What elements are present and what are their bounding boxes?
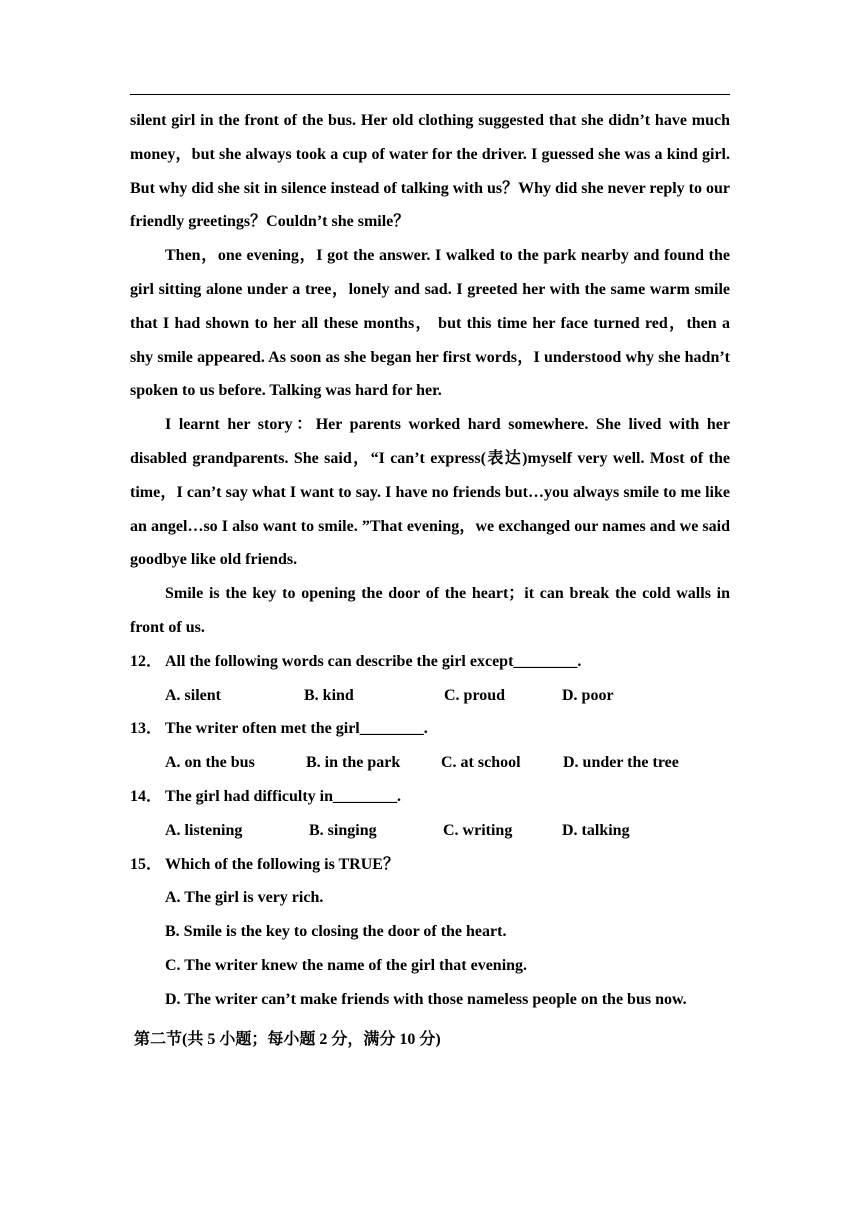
question-13 [130, 712, 730, 746]
option-b[interactable]: B. singing [309, 821, 377, 839]
question-number: 14． [130, 787, 163, 805]
option-a[interactable]: A. listening [165, 821, 243, 839]
option-b[interactable]: B. in the park [306, 754, 401, 772]
option-c[interactable]: C. proud [444, 686, 506, 704]
passage-paragraph-4: Smile is the key to opening the door of the heart；it can break the cold walls in front of us. [130, 585, 730, 636]
options-13 [130, 746, 730, 780]
option-a[interactable]: A. silent [165, 686, 221, 704]
question-number: 15． [130, 855, 163, 873]
option-b[interactable]: B. kind [304, 686, 354, 704]
passage-paragraph-1: silent girl in the front of the bus. Her old clothing suggested that she didn’t have much money，but she always took a cup of water for the driver. I guessed she was a kind girl. But why did she sit in silence instead of talking with us？Why did she never reply to our friendly greetings？Couldn’t she smile？ [130, 112, 731, 231]
question-number: 13． [130, 720, 163, 738]
question-14 [130, 780, 730, 814]
question-stem: The writer often met the girl________. [165, 720, 428, 738]
question-15 [130, 848, 730, 882]
options-14 [130, 814, 730, 848]
option-d[interactable]: D. poor [562, 686, 614, 704]
option-c[interactable]: C. The writer knew the name of the girl that evening. [165, 956, 528, 974]
option-d[interactable]: D. The writer can’t make friends with those nameless people on the bus now. [165, 990, 687, 1008]
header-rule [130, 94, 730, 95]
question-stem: The girl had difficulty in________. [165, 787, 402, 805]
option-a[interactable]: A. on the bus [165, 754, 255, 772]
question-12 [130, 645, 730, 679]
question-number: 12． [130, 652, 163, 670]
options-12 [130, 679, 730, 713]
question-stem: All the following words can describe the girl except________. [165, 652, 582, 670]
option-c[interactable]: C. at school [441, 754, 521, 772]
passage-paragraph-3: I learnt her story：Her parents worked hard somewhere. She lived with her disabled grandparents. She said，“I can’t express(表达)myself very well. Most of the time，I can’t say what I want to say. I have no friends but…you always smile to me like an angel…so I also want to smile. ”That evening，we exchanged our names and we said goodbye like old friends. [130, 416, 731, 569]
option-d[interactable]: D. talking [562, 821, 630, 839]
option-b[interactable]: B. Smile is the key to closing the door of the heart. [165, 923, 507, 941]
question-stem: Which of the following is TRUE？ [165, 855, 399, 873]
section-heading: 第二节(共 5 小题；每小题 2 分，满分 10 分) [134, 1030, 441, 1048]
document-content [130, 104, 730, 1056]
option-d[interactable]: D. under the tree [563, 754, 679, 772]
option-c[interactable]: C. writing [443, 821, 513, 839]
option-a[interactable]: A. The girl is very rich. [165, 889, 324, 907]
passage-paragraph-2: Then，one evening，I got the answer. I walked to the park nearby and found the girl sitting alone under a tree，lonely and sad. I greeted her with the same warm smile that I had shown to her all these months， but this time her face turned red，then a shy smile appeared. As soon as she began her first words，I understood why she hadn’t spoken to us before. Talking was hard for her. [130, 247, 730, 400]
